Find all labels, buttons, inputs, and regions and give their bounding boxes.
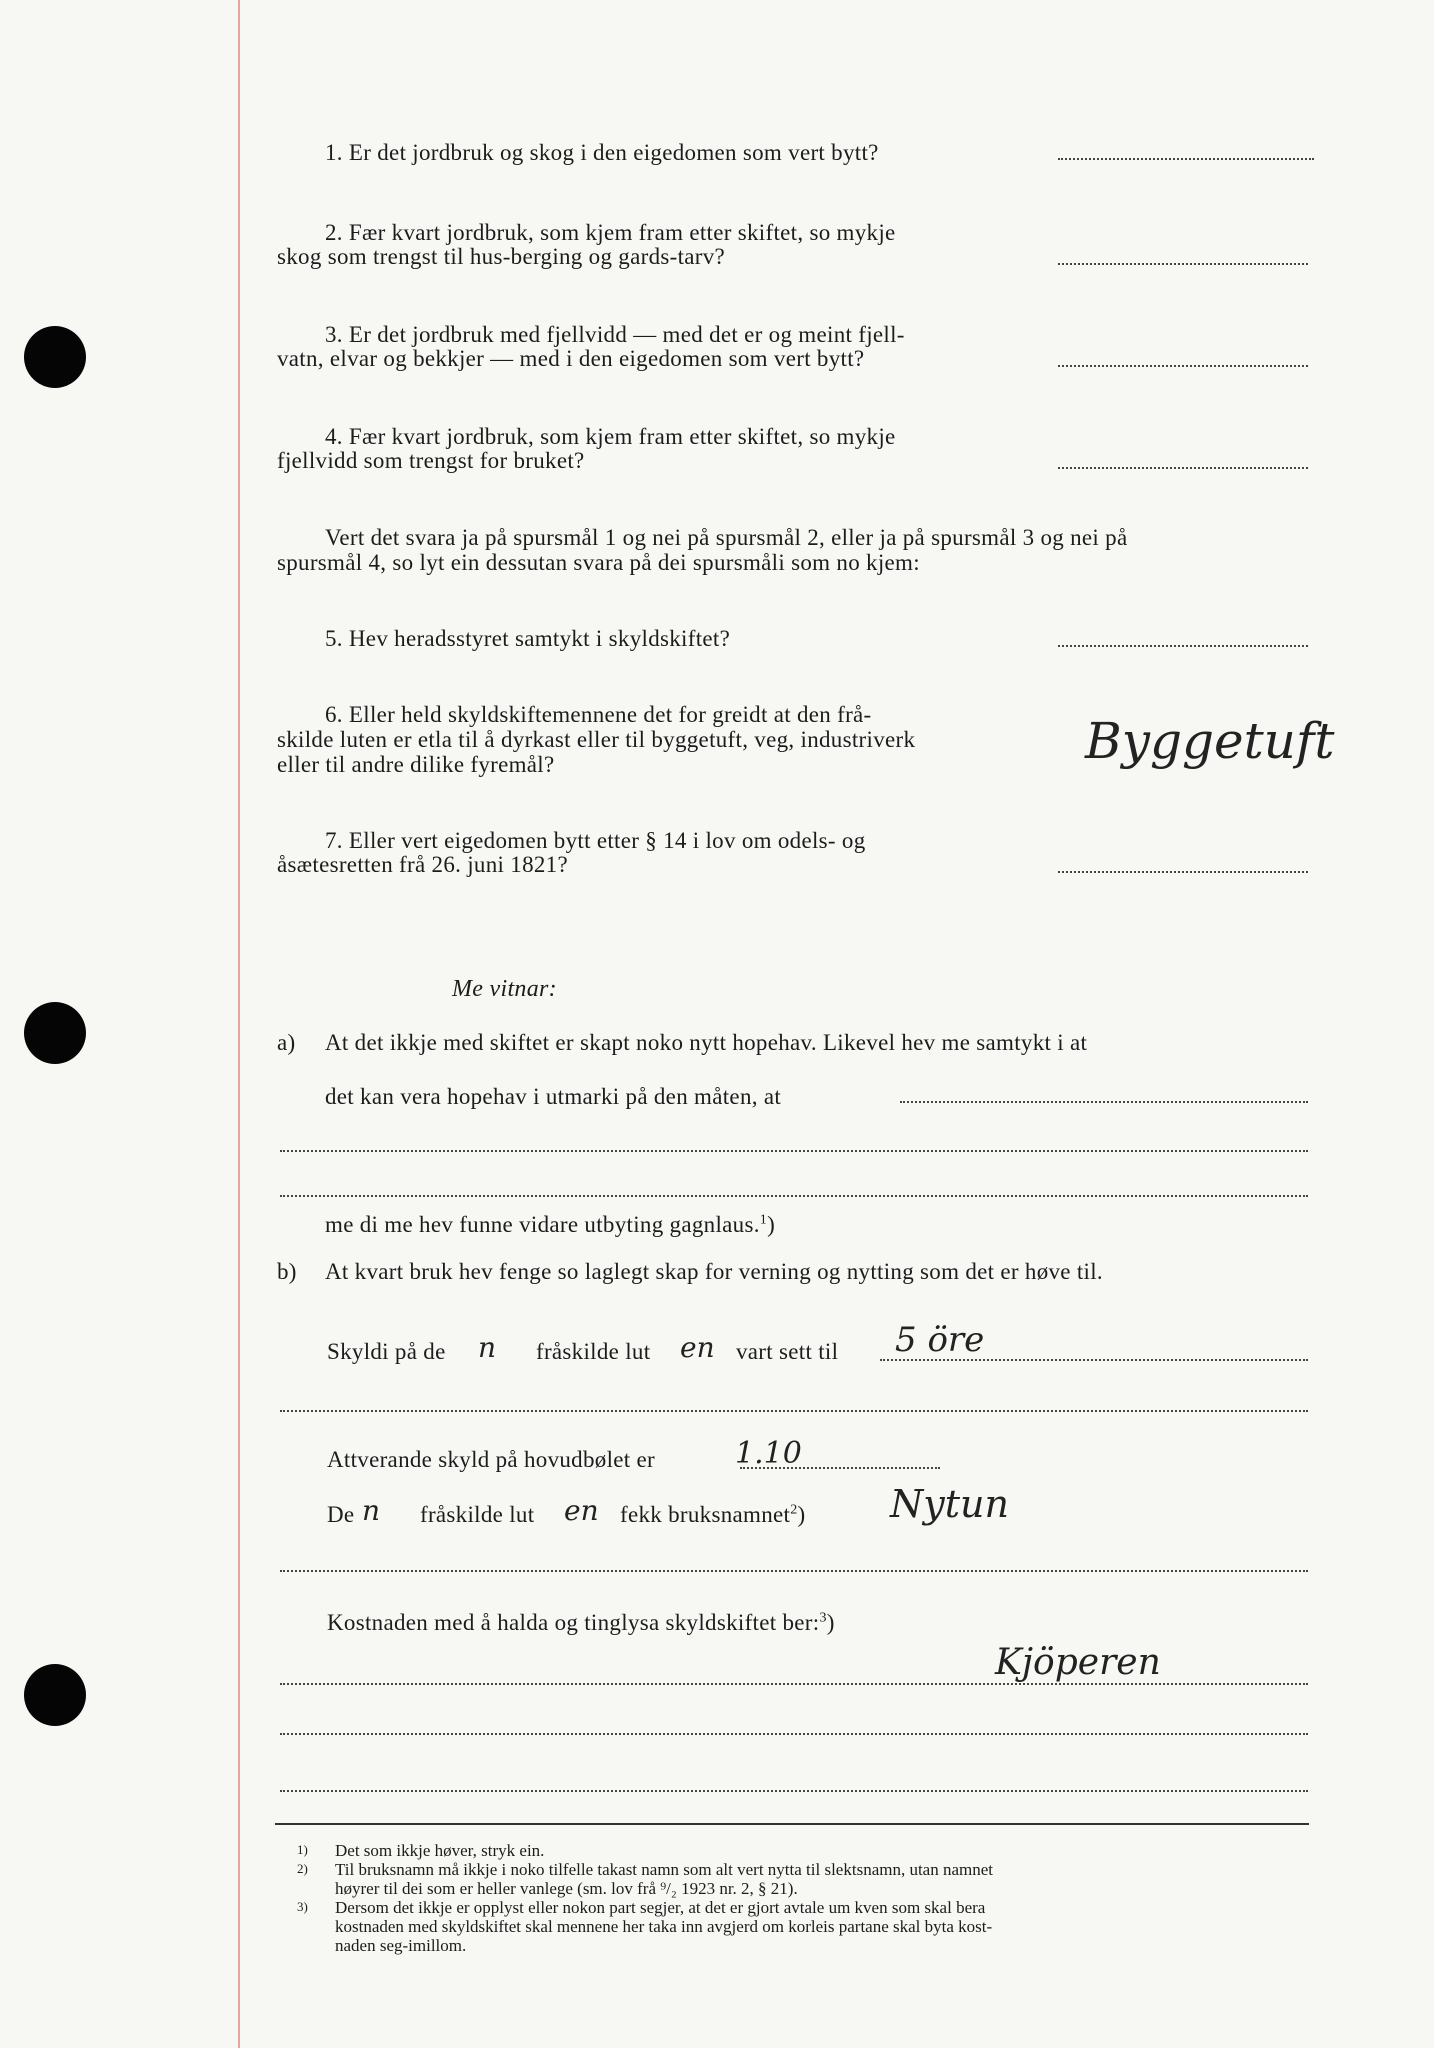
question-6-line-2: skilde luten er etla til å dyrkast eller til byggetuft, veg, industriverk [277,727,916,752]
fill-line-a-1 [900,1101,1308,1103]
question-2-line-1: 2. Fær kvart jordbruk, som kjem fram etter skiftet, so mykje [325,220,896,245]
footnote-3-line-3: naden seg‑imillom. [335,1936,467,1955]
question-6-line-3: eller til andre dilike fyremål? [277,752,555,777]
fill-line-kost-2 [280,1733,1308,1735]
question-4-line-2: fjellvidd som trengst for bruket? [277,448,585,473]
answer-line-2 [1058,263,1308,265]
question-5: 5. Hev heradsstyret samtykt i skyldskiftet? [325,626,731,651]
question-1: 1. Er det jordbruk og skog i den eigedomen som vert bytt? [325,140,879,165]
answer-line-7 [1058,871,1308,873]
witness-a-line-2: det kan vera hopehav i utmarki på den måten, at [325,1084,782,1109]
skyld-label-1: Skyldi på de [327,1339,446,1364]
fill-line-kost-3 [280,1790,1308,1792]
fill-line-bruksnamn [280,1570,1308,1572]
skyld-handwritten-value: 5 öre [895,1320,985,1360]
skyld-label-3: vart sett til [736,1339,839,1364]
den-label-2: fråskilde lut [420,1502,535,1527]
answer-line-4 [1058,467,1308,469]
footnote-1: Det som ikkje høver, stryk ein. [335,1841,545,1860]
fill-line-kost-1 [280,1683,1308,1685]
footnote-separator [275,1823,1309,1825]
question-7-line-1: 7. Eller vert eigedomen bytt etter § 14 i lov om odels‑ og [325,828,866,853]
kostnad-label: Kostnaden med å halda og tinglysa skyldskiftet ber:$^3$) [327,1610,835,1635]
fill-line-a-3 [280,1195,1308,1197]
handwritten-answer-6: Byggetuft [1085,712,1335,770]
question-3-line-1: 3. Er det jordbruk med fjellvidd — med det er og meint fjell‑ [325,322,905,347]
footnote-1-mark: 1) [297,1842,308,1857]
skyld-handwritten-suffix-2: en [680,1331,715,1364]
skyld-handwritten-suffix-1: n [478,1331,497,1364]
footnote-3-mark: 3) [297,1899,308,1914]
question-6-line-1: 6. Eller held skyldskiftemennene det for greidt at den frå‑ [325,702,872,727]
den-handwritten-suffix-2: en [564,1494,599,1527]
footnote-2-mark: 2) [297,1861,308,1876]
condition-line-2: spursmål 4, so lyt ein dessutan svara på dei spursmåli som no kjem: [277,550,920,575]
condition-line-1: Vert det svara ja på spursmål 1 og nei på spursmål 2, eller ja på spursmål 3 og nei på [325,525,1128,550]
witness-a-line-1: At det ikkje med skiftet er skapt noko nytt hopehav. Likevel hev me samtykt i at [325,1030,1088,1055]
margin-line [238,0,240,2048]
den-handwritten-suffix: n [362,1494,381,1527]
answer-line-3 [1058,365,1308,367]
attverande-label: Attverande skyld på hovudbølet er [327,1447,655,1472]
fill-line-skyld [280,1410,1308,1412]
answer-line-5 [1058,645,1308,647]
attverande-handwritten-value: 1.10 [735,1436,802,1471]
question-2-line-2: skog som trengst til hus‑berging og gards‑tarv? [277,244,726,269]
footnote-3-line-1: Dersom det ikkje er opplyst eller nokon part segjer, at det er gjort avtale um kven som skal bera [335,1898,986,1917]
kostnad-handwritten: Kjöperen [995,1642,1161,1683]
punch-hole [24,326,86,388]
punch-hole [24,1002,86,1064]
question-3-line-2: vatn, elvar og bekkjer — med i den eigedomen som vert bytt? [277,346,865,371]
bruksnamn-handwritten: Nytun [890,1482,1009,1526]
skyld-label-2: fråskilde lut [536,1339,651,1364]
witness-heading: Me vitnar: [452,976,557,1002]
witness-a-line-3: me di me hev funne vidare utbyting gagnlaus.$^1$) [325,1212,776,1237]
answer-line-1 [1058,158,1314,160]
footnote-2-line-1: Til bruksnamn må ikkje i noko tilfelle takast namn som alt vert nytta til slektsnamn, utan namnet [335,1860,994,1879]
witness-b-label: b) [277,1259,297,1284]
witness-a-label: a) [277,1030,296,1055]
punch-hole [24,1664,86,1726]
question-4-line-1: 4. Fær kvart jordbruk, som kjem fram etter skiftet, so mykje [325,424,896,449]
footnote-3-line-2: kostnaden med skyldskiftet skal mennene her taka inn avgjerd om korleis partane skal byta kost‑ [335,1917,993,1936]
bruksnamn-label: fekk bruksnamnet$^2$) [620,1502,806,1527]
den-label: De [327,1502,355,1527]
witness-b-line-1: At kvart bruk hev fenge so laglegt skap for verning og nytting som det er høve til. [325,1259,1103,1284]
fill-line-a-2 [280,1150,1308,1152]
footnote-2-line-2: høyrer til dei som er heller vanlege (sm. lov frå ⁹/₂ 1923 nr. 2, § 21). [335,1879,798,1898]
question-7-line-2: åsætesretten frå 26. juni 1821? [277,852,568,877]
